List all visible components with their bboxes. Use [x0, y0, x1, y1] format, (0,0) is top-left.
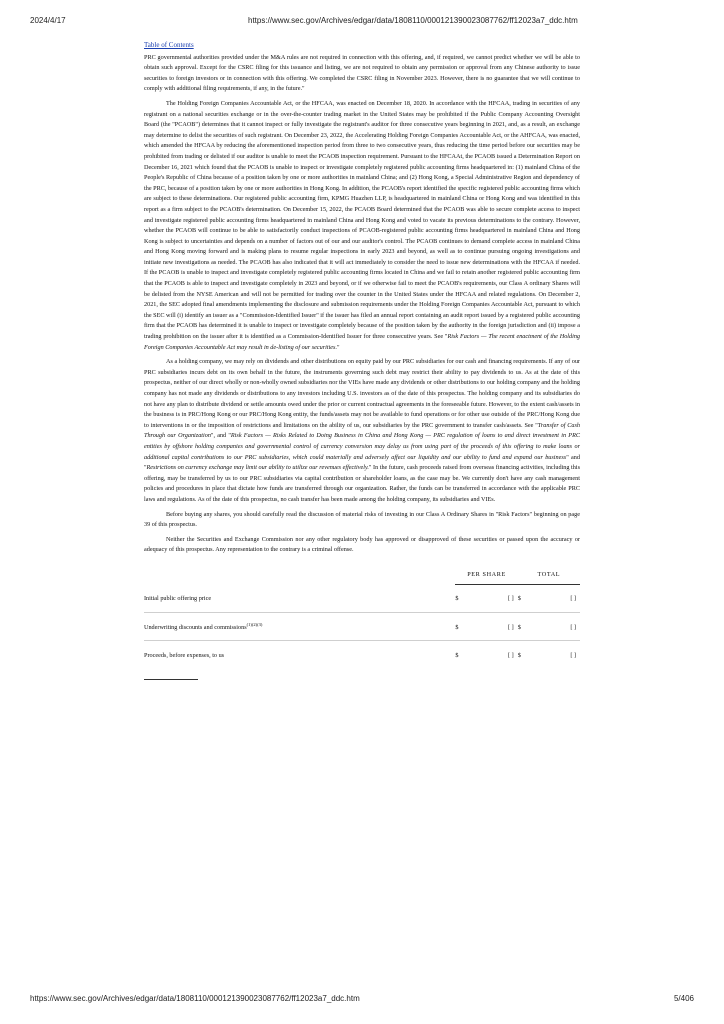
- paragraph-csrc: PRC governmental authorities provided under the M&A rules are not required in connection with this offering, and, if required, we cannot predict whether we will be able to obtain such approval. Except for the CSRC filing for this issuance and listing, we are not required to obtain any permission or approval from any Chinese authority to issue securities to foreign investors or in connection with this offering. We completed the CSRC filing in November 2023. However, there is no guarantee that we will continue to comply with additional filing requirements, if any, in the future.": [144, 53, 580, 93]
- currency-symbol: $: [518, 641, 534, 669]
- row-label: Underwriting discounts and commissions$^{(1)(2)(3)}$: [144, 612, 455, 641]
- paragraph-holding-ref1: Transfer of Cash Through our Organization: [144, 421, 580, 440]
- per-share-value: [ ]: [471, 641, 517, 669]
- footnote-divider: [144, 679, 198, 680]
- paragraph-hfcaa-risk-ref: Risk Factors — The recent enactment of the Holding Foreign Companies Accountable Act may result in de-listing of our securities.: [144, 333, 581, 351]
- paragraph-hfcaa: [144, 99, 580, 353]
- total-value: [ ]: [534, 641, 580, 669]
- paragraph-sec-disclaimer: Neither the Securities and Exchange Commission nor any other regulatory body has approved or disapproved of these securities or passed upon the accuracy or adequacy of this prospectus. Any representation to the contrary is a criminal offense.: [144, 535, 580, 554]
- document-body: [144, 40, 580, 680]
- paragraph-risk-factors: Before buying any shares, you should carefully read the discussion of material risks of investing in our Class A Ordinary Shares in "Risk Factors" beginning on page 39 of this prospectus.: [144, 510, 580, 529]
- paragraph-holding-end: " In the future, cash proceeds raised from overseas financing activities, including this offering, may be transferred by us to our PRC subsidiaries via capital contribution or shareholder loans, as the case may be. We currently don't have any cash management policies and procedures in place that dictate how funds are transferred through our organization. Rather, the funds can be transferred in accordance with the applicable PRC laws and regulations. As of the date of this prospectus, no cash transfer has been made among the holding company, its subsidiaries and VIEs.: [144, 464, 580, 503]
- row-label: Proceeds, before expenses, to us: [144, 641, 455, 669]
- browser-print-footer: [30, 994, 694, 1006]
- table-row: [144, 641, 580, 669]
- paragraph-hfcaa-text: The Holding Foreign Companies Accountable Act, or the HFCAA, was enacted on December 18, 2020. In accordance with the HFCAA, trading in securities of any registrant on a national securities exchange or in the over-the-counter trading market in the United States may be prohibited if the Public Company Accounting Oversight Board (the "PCAOB") determines that it cannot inspect or fully investigate the registrant's auditor for three consecutive years beginning in 2021, and, as a result, an exchange may determine to delist the securities of such registrant. On December 23, 2022, the Accelerating Holding Foreign Companies Accountable Act, or the AHFCAA, was enacted, which amended the HFCAA by reducing the aforementioned inspection period from three to two consecutive years, thus reducing the time period before our securities may be prohibited from trading or delisted if our auditor is unable to meet the PCAOB inspection requirement. Pursuant to the HFCAAt, the PCAOB issued a Determination Report on December 16, 2021 which found that the PCAOB is unable to inspect or investigate completely registered public accounting firms headquartered in: (1) mainland China of the People's Republic of China because of a position taken by one or more authorities in mainland China; and (2) Hong Kong, a Special Administrative Region and dependency of the PRC, because of a position taken by one or more authorities in Hong Kong. In addition, the PCAOB's report identified the specific registered public accounting firms which are subject to these determinations. Our registered public accounting firm, KPMG Huazhen LLP, is headquartered in mainland China or Hong Kong and was identified in this report as a firm subject to the PCAOB's determination. On December 15, 2022, the PCAOB Board determined that the PCAOB was able to secure complete access to inspect and investigate registered public accounting firms headquartered in mainland China and Hong Kong and voted to vacate its previous determinations to the contrary. However, whether the PCAOB will continue to be able to satisfactorily conduct inspections of PCAOB-registered public accounting firms headquartered in mainland China and Hong Kong is subject to uncertainties and depends on a number of factors out of our and our auditor's control. The PCAOB continues to demand complete access in mainland China and Hong Kong moving forward and is making plans to resume regular inspections in early 2023 and beyond, as well as to continue pursuing ongoing investigations and initiate new investigations as needed. The PCAOB has also indicated that it will act immediately to consider the need to issue new determinations with the HFCAA if needed. If the PCAOB is unable to inspect and investigate completely registered public accounting firms located in China and we fail to retain another registered public accounting firm that the PCAOB is able to inspect and investigate completely in 2023 and beyond, or if we otherwise fail to meet the PCAOB's requirements, our Class A ordinary Shares will be delisted from the NYSE American and will not be permitted for trading over the counter in the United States under the HFCAA and related regulations. On December 2, 2021, the SEC adopted final amendments implementing the disclosure and submission requirements under the Holding Foreign Companies Accountable Act, pursuant to which the SEC will (i) identify an issuer as a "Commission-Identified Issuer" if the issuer has filed an annual report containing an audit report issued by a registered public accounting firm that the PCAOB has determined it is unable to inspect or investigate completely because of the position taken by the authority in the foreign jurisdiction and (ii) impose a trading prohibition on the issuer after it is identified as a Commission-Identified Issuer for three consecutive years. See ": [144, 99, 580, 341]
- print-url: https://www.sec.gov/Archives/edgar/data/1808110/000121390023087762/ff12023a7_ddc.htm: [248, 16, 578, 25]
- paragraph-holding-ref2: Risk Factors — Risks Related to Doing Business in China and Hong Kong — PRC regulation of loans to and direct investment in PRC entities by offshore holding companies and governmental control of currency conversion may delay us from using part of the proceeds of this offering to make loans or additional capital contributions to our PRC subsidiaries, which could materially and adversely affect our liquidity and our ability to fund and expand our business: [144, 432, 580, 461]
- print-date: 2024/4/17: [30, 16, 66, 25]
- paragraph-holding-mid1: ", and ": [210, 432, 231, 440]
- header-per-share: PER SHARE: [455, 570, 517, 584]
- offering-price-table: [144, 570, 580, 669]
- table-row: [144, 612, 580, 641]
- per-share-value: [ ]: [471, 612, 517, 641]
- paragraph-holding-text: As a holding company, we may rely on dividends and other distributions on equity paid by our PRC subsidiaries for our cash and financing requirements. If any of our PRC subsidiaries incurs debt on its own behalf in the future, the instruments governing such debt may restrict their ability to pay dividends to us. As at the date of this prospectus, neither of our direct wholly or non-wholly owned subsidiaries nor the VIEs have made any dividends or other distributions to our holding company and the holding company has not made any dividends or distributions to any investors including U.S. investors as of the date of this prospectus. The holding company and its subsidiaries do not have any plan to distribute dividend or settle amounts owed under the prior or current contractual agreements in the foreseeable future. However, to the extent cash/assets in the business is in PRC/Hong Kong or our PRC/Hong Kong entity, the funds/assets may not be available to fund operations or for other use outside of the PRC/Hong Kong due to interventions in or the imposition of restrictions and limitations on the ability of us, our subsidiaries by the PRC government to transfer cash/assets. See ": [144, 358, 580, 429]
- page-number: 5/406: [673, 994, 694, 1003]
- currency-symbol: $: [455, 595, 459, 603]
- table-row: [144, 584, 580, 612]
- currency-symbol: $: [517, 595, 521, 603]
- browser-print-header: [30, 16, 694, 28]
- total-value: [ ]: [534, 612, 580, 641]
- total-value: [ ]: [570, 595, 576, 603]
- currency-symbol: $: [455, 641, 471, 669]
- footer-url: https://www.sec.gov/Archives/edgar/data/1808110/000121390023087762/ff12023a7_ddc.htm: [30, 994, 360, 1003]
- currency-symbol: $: [518, 612, 534, 641]
- paragraph-holding-mid2: " and ": [144, 453, 580, 472]
- per-share-value: [ ]: [508, 595, 514, 603]
- paragraph-holding-ref3: Restrictions on currency exchange may limit our ability to utilize our revenues effectively.: [146, 464, 369, 472]
- table-header-row: [144, 570, 580, 584]
- currency-symbol: $: [455, 612, 471, 641]
- header-total: TOTAL: [518, 570, 580, 584]
- paragraph-hfcaa-end: ": [337, 343, 340, 351]
- footnote-ref: (1)(2)(3): [246, 621, 263, 627]
- row-label: Initial public offering price: [144, 595, 212, 603]
- table-of-contents-link[interactable]: Table of Contents: [144, 41, 194, 49]
- paragraph-holding-company: [144, 357, 580, 505]
